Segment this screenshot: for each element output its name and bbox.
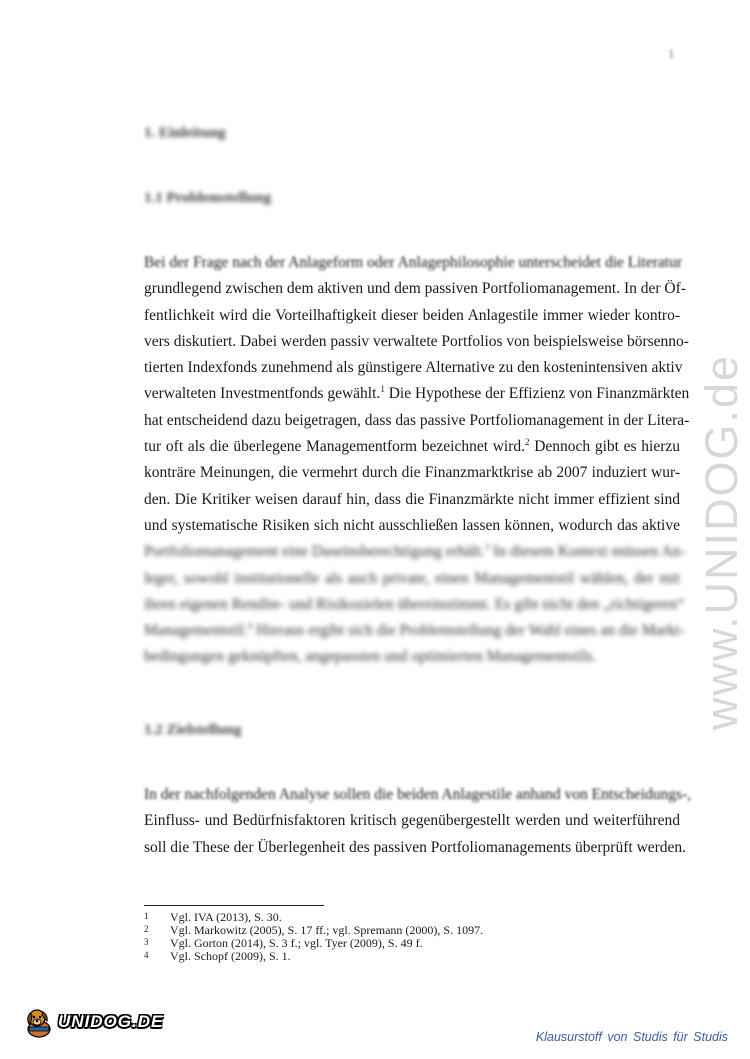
text-fragment: Managementstil. xyxy=(144,622,248,640)
dog-mascot-icon xyxy=(22,1005,56,1039)
text-line: den. Die Kritiker weisen darauf hin, dass die Finanzmärkte nicht immer effizient sind xyxy=(144,490,680,508)
text-fragment: In diesem Kontext müssen An- xyxy=(489,543,686,561)
text-line: bedingungen geknüpften, angepassten und optimierten Managementstils. xyxy=(144,648,597,666)
text-line: konträre Meinungen, die vermehrt durch die Finanzmarktkrise ab 2007 induziert wur- xyxy=(144,464,680,482)
text-fragment: Hieraus ergibt sich die Problemstellung der Wahl eines an die Markt- xyxy=(252,622,685,640)
text-fragment: Portfoliomanagement eine Daseinsberechtigung erhält. xyxy=(144,543,485,561)
footnote-ref: 4 xyxy=(247,621,253,632)
text-fragment: Dennoch gibt es hierzu xyxy=(529,438,680,456)
text-line: soll die These der Überlegenheit des passiven Portfoliomanagements überprüft werden. xyxy=(144,838,687,856)
section-heading: 1. Einleitung xyxy=(144,125,226,141)
text-line: In der nachfolgenden Analyse sollen die beiden Anlagestile anhand von Entscheidungs-, xyxy=(144,786,692,803)
logo-text: UNIDOG.DE xyxy=(58,1012,164,1031)
footnotes xyxy=(144,911,483,963)
footnote-text: Vgl. IVA (2013), S. 30. xyxy=(170,910,282,924)
text-line: grundlegend zwischen dem aktiven und dem passiven Portfoliomanagement. In der Öf- xyxy=(144,280,686,298)
text-line xyxy=(144,381,690,407)
text-line xyxy=(144,539,686,565)
subsection-heading-goal: 1.2 Zielstellung xyxy=(144,722,242,738)
goal-paragraph xyxy=(144,782,692,861)
logo xyxy=(22,1005,163,1039)
watermark xyxy=(696,353,747,731)
text-line xyxy=(144,434,680,460)
tagline: Klausurstoff von Studis für Studis xyxy=(535,1030,728,1044)
footnote-ref: 2 xyxy=(525,437,530,448)
footnote-number: 2 xyxy=(144,924,149,934)
text-line: hat entscheidend dazu beigetragen, dass das passive Portfoliomanagement in der Litera- xyxy=(144,411,690,429)
text-line: fentlichkeit wird die Vorteilhaftigkeit dieser beiden Anlagestile immer wieder kontro- xyxy=(144,306,680,324)
footnote-text: Vgl. Gorton (2014), S. 3 f.; vgl. Tyer (2009), S. 49 f. xyxy=(170,936,423,950)
footnote-text: Vgl. Markowitz (2005), S. 17 ff.; vgl. Spremann (2000), S. 1097. xyxy=(170,923,484,937)
text-fragment: verwalteten Investmentfonds gewählt. xyxy=(144,385,381,403)
text-line: Bei der Frage nach der Anlageform oder Anlagephilosophie unterscheidet die Literatur xyxy=(144,254,683,271)
text-line: ihren eigenen Rendite- und Risikozielen übereinstimmt. Es gibt nicht den „richtigeren“ xyxy=(144,595,685,613)
footnote-number: 3 xyxy=(144,937,149,947)
footnote-number: 1 xyxy=(144,911,149,921)
subsection-heading-problem: 1.1 Problemstellung xyxy=(144,190,272,206)
footnote-number: 4 xyxy=(144,950,149,960)
footnote-separator xyxy=(144,905,324,906)
footnote-ref: 1 xyxy=(380,384,385,395)
text-line: Einfluss- und Bedürfnisfaktoren kritisch gegenübergestellt werden und weiterführend xyxy=(144,812,680,830)
text-line xyxy=(144,618,685,644)
watermark-text: www.UNIDOG.de xyxy=(696,353,747,730)
text-line: vers diskutiert. Dabei werden passiv verwaltete Portfolios von beispielsweise börsenno- xyxy=(144,332,689,350)
text-fragment: Die Hypothese der Effizienz von Finanzmärkten xyxy=(384,385,690,403)
text-fragment: tur oft als die überlegene Managementform bezeichnet wird. xyxy=(144,438,526,456)
footnote-text: Vgl. Schopf (2009), S. 1. xyxy=(170,949,291,963)
footnote-ref: 3 xyxy=(484,542,490,553)
text-line: und systematische Risiken sich nicht ausschließen lassen können, wodurch das aktive xyxy=(144,516,680,534)
footnote xyxy=(144,950,483,963)
page-number: 1 xyxy=(668,46,675,61)
text-line: leger, sowohl institutionelle als auch private, einen Managementstil wählen, der mit xyxy=(144,569,680,587)
text-line: tierten Indexfonds zunehmend als günstigere Alternative zu den kostenintensiven aktiv xyxy=(144,359,683,377)
problem-paragraph xyxy=(144,250,690,671)
